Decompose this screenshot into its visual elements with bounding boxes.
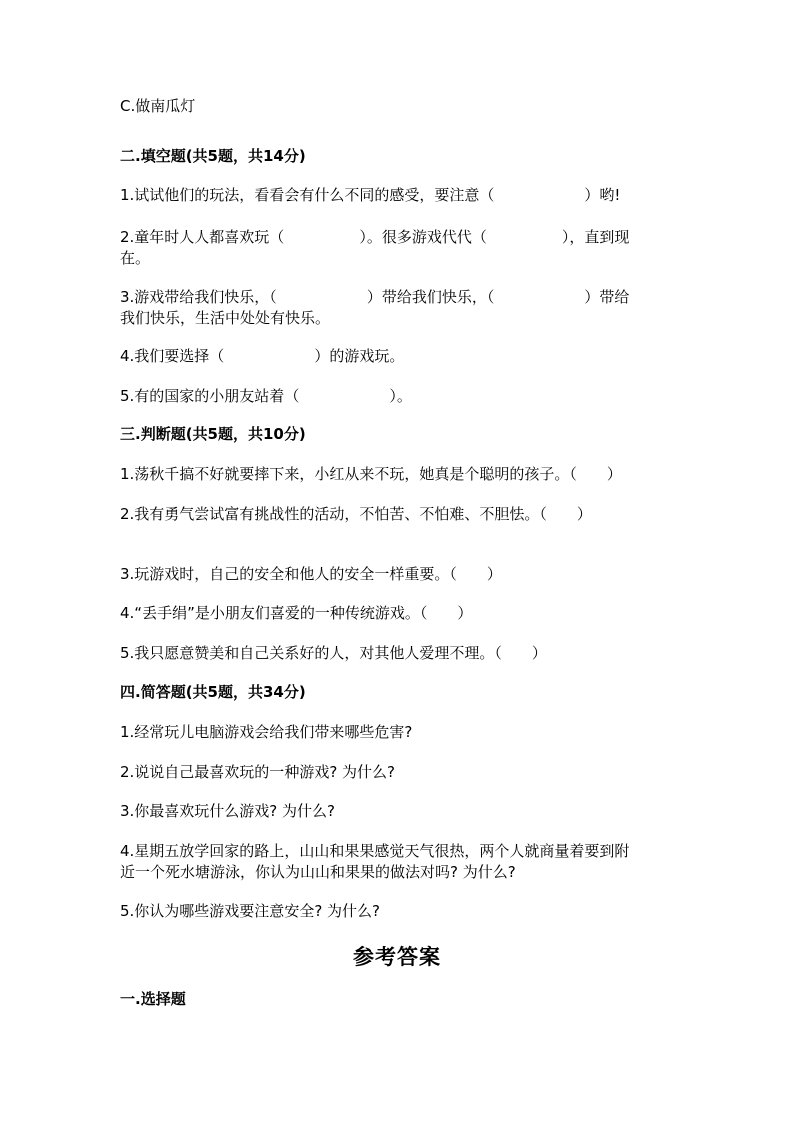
section-heading-true-false: 三.判断题(共5题，共10分) xyxy=(120,425,306,443)
fill-question-4: 4.我们要选择（ ）的游戏玩。 xyxy=(120,347,405,365)
section-heading-short-answer: 四.简答题(共5题，共34分) xyxy=(120,683,306,701)
judge-question-3: 3.玩游戏时，自己的安全和他人的安全一样重要。（ ） xyxy=(120,565,502,583)
choice-option-c: C.做南瓜灯 xyxy=(120,97,196,115)
short-question-1: 1.经常玩儿电脑游戏会给我们带来哪些危害? xyxy=(120,723,413,741)
fill-question-2-line-1: 2.童年时人人都喜欢玩（ ）。很多游戏代代（ ），直到现 xyxy=(120,228,630,246)
short-question-5: 5.你认为哪些游戏要注意安全? 为什么? xyxy=(120,902,381,920)
fill-question-3-line-2: 我们快乐，生活中处处有快乐。 xyxy=(120,309,331,327)
fill-question-3-line-1: 3.游戏带给我们快乐，（ ）带给我们快乐，（ ）带给 xyxy=(120,288,630,306)
short-question-2: 2.说说自己最喜欢玩的一种游戏? 为什么? xyxy=(120,763,396,781)
judge-question-2: 2.我有勇气尝试富有挑战性的活动，不怕苦、不怕难、不胆怯。（ ） xyxy=(120,505,592,523)
short-question-4-line-1: 4.星期五放学回家的路上，山山和果果感觉天气很热，两个人就商量着要到附 xyxy=(120,842,630,860)
short-question-3: 3.你最喜欢玩什么游戏? 为什么? xyxy=(120,802,336,820)
fill-question-2-line-2: 在。 xyxy=(120,249,151,267)
fill-question-1: 1.试试他们的玩法，看看会有什么不同的感受，要注意（ ）哟! xyxy=(120,186,621,204)
answer-section-heading-choice: 一.选择题 xyxy=(120,990,186,1008)
fill-question-5: 5.有的国家的小朋友站着（ ）。 xyxy=(120,387,412,405)
section-heading-fill-in: 二.填空题(共5题，共14分) xyxy=(120,147,306,165)
answer-key-title: 参考答案 xyxy=(353,945,441,969)
judge-question-4: 4.“丢手绢”是小朋友们喜爱的一种传统游戏。（ ） xyxy=(120,604,473,622)
judge-question-5: 5.我只愿意赞美和自己关系好的人，对其他人爱理不理。（ ） xyxy=(120,644,547,662)
short-question-4-line-2: 近一个死水塘游泳，你认为山山和果果的做法对吗? 为什么? xyxy=(120,863,516,881)
judge-question-1: 1.荡秋千搞不好就要摔下来，小红从来不玩，她真是个聪明的孩子。（ ） xyxy=(120,465,622,483)
